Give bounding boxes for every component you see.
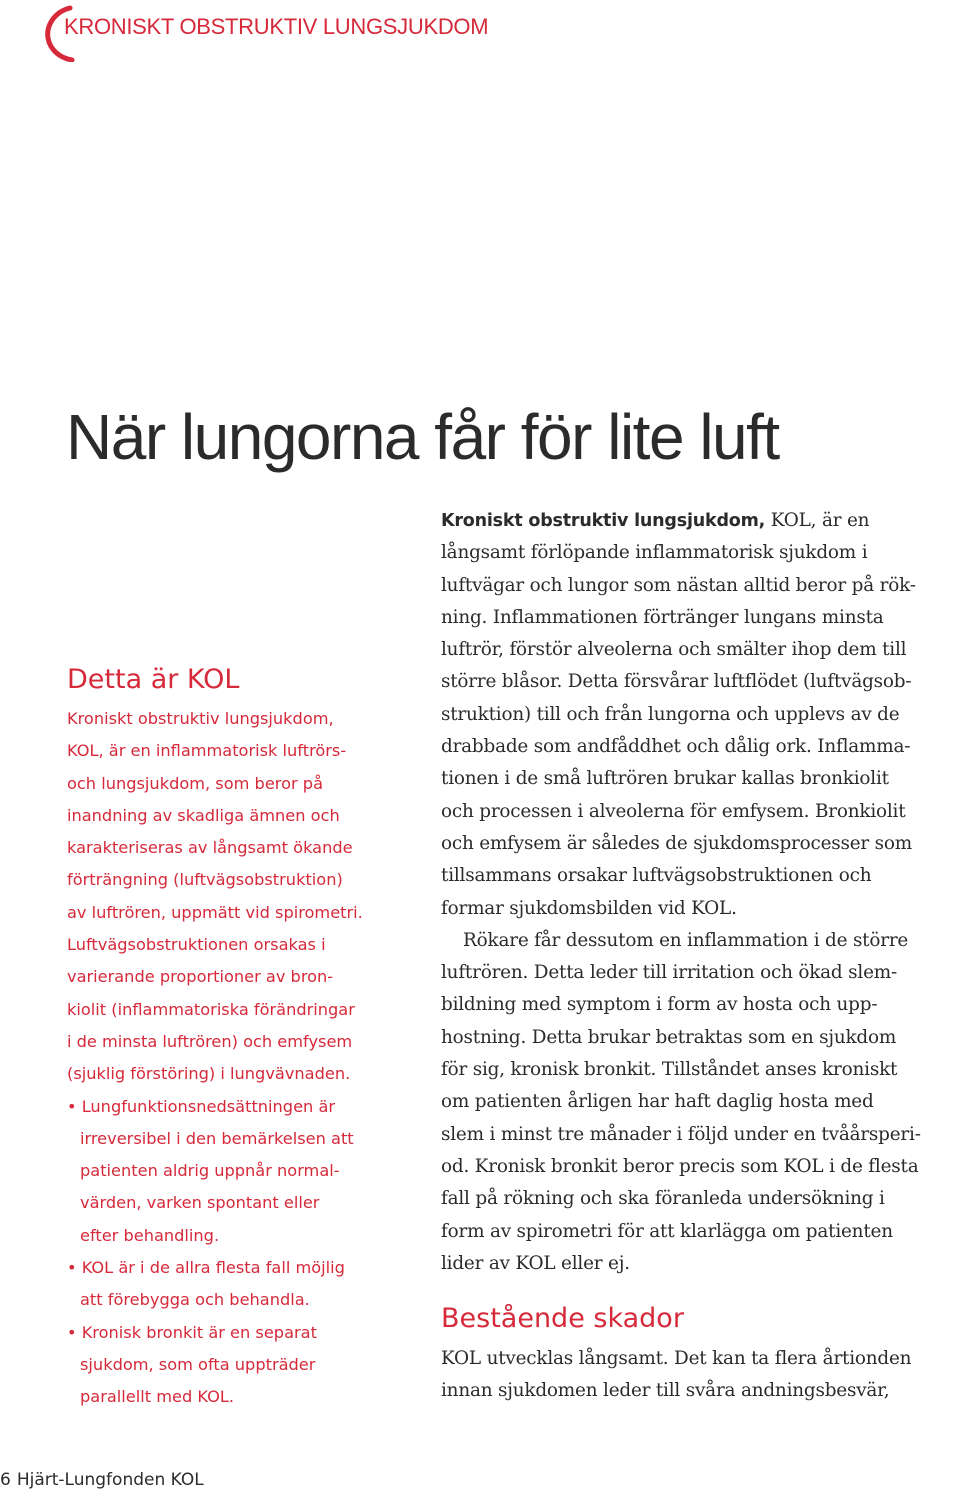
page-title: När lungorna får för lite luft bbox=[66, 401, 779, 473]
body-line: fall på rökning och ska föranleda undersökning i bbox=[441, 1188, 885, 1210]
sidebar-line: kiolit (inflammatoriska förändringar bbox=[67, 999, 355, 1019]
body-line: om patienten årligen har haft daglig hosta med bbox=[441, 1091, 874, 1113]
body-line: slem i minst tre månader i följd under en tvåårsperi- bbox=[441, 1123, 921, 1145]
sidebar-line: Kroniskt obstruktiv lungsjukdom, bbox=[67, 709, 334, 728]
sidebar-box bbox=[67, 664, 407, 1414]
sidebar-line: av luftrören, uppmätt vid spirometri. bbox=[67, 902, 363, 922]
body-line: struktion) till och från lungorna och upplevs av de bbox=[441, 703, 900, 725]
sidebar-line: förträngning (luftvägsobstruktion) bbox=[67, 870, 343, 890]
body-line: Rökare får dessutom en inflammation i de större bbox=[463, 929, 909, 951]
bullet-continuation: att förebygga och behandla. bbox=[80, 1290, 310, 1310]
body-line: för sig, kronisk bronkit. Tillståndet anses kroniskt bbox=[441, 1059, 898, 1081]
bullet-continuation: parallellt med KOL. bbox=[80, 1387, 234, 1407]
sidebar-line: i de minsta luftrören) och emfysem bbox=[67, 1031, 353, 1051]
page-footer bbox=[0, 1470, 210, 1490]
body-line: långsamt förlöpande inflammatorisk sjukdom i bbox=[441, 542, 868, 564]
body-line: od. Kronisk bronkit beror precis som KOL i de flesta bbox=[441, 1155, 919, 1177]
sidebar-heading: Detta är KOL bbox=[67, 664, 240, 695]
sidebar-line: och lungsjukdom, som beror på bbox=[67, 773, 323, 793]
lead-bold-text: Kroniskt obstruktiv lungsjukdom, bbox=[441, 511, 766, 531]
bullet-item: • KOL är i de allra flesta fall möjlig bbox=[67, 1258, 345, 1278]
sidebar-line: varierande proportioner av bron- bbox=[67, 967, 334, 987]
page-number: 6 bbox=[0, 1470, 11, 1490]
section-heading: Bestående skador bbox=[441, 1303, 684, 1335]
body-line: KOL utvecklas långsamt. Det kan ta flera årtionden bbox=[441, 1348, 912, 1370]
sidebar-line: Luftvägsobstruktionen orsakas i bbox=[67, 935, 326, 955]
paragraph-smokers bbox=[441, 925, 960, 1280]
body-line: innan sjukdomen leder till svåra andningsbesvär, bbox=[441, 1380, 890, 1402]
body-line: lider av KOL eller ej. bbox=[441, 1252, 630, 1274]
body-line: luftvägar och lungor som nästan alltid beror på rök- bbox=[441, 574, 916, 596]
body-line: tillsammans orsakar luftvägsobstruktionen och bbox=[441, 865, 872, 887]
bullet-continuation: värden, varken spontant eller bbox=[80, 1193, 320, 1213]
running-head: KRONISKT OBSTRUKTIV LUNGSJUKDOM bbox=[64, 14, 489, 39]
paragraph-damage bbox=[441, 1343, 960, 1408]
body-line: formar sjukdomsbilden vid KOL. bbox=[441, 897, 737, 919]
body-line: större blåsor. Detta försvårar luftflödet (luftvägsob- bbox=[441, 671, 912, 693]
sidebar-line: (sjuklig förstöring) i lungvävnaden. bbox=[67, 1064, 351, 1084]
body-line: hostning. Detta brukar betraktas som en sjukdom bbox=[441, 1026, 897, 1048]
body-line: och emfysem är således de sjukdomsprocesser som bbox=[441, 832, 913, 854]
body-line: luftrören. Detta leder till irritation och ökad slem- bbox=[441, 962, 898, 984]
sidebar-text bbox=[67, 703, 407, 1414]
body-line: tionen i de små luftrören brukar kallas bronkiolit bbox=[441, 768, 889, 790]
publication-name: Hjärt-Lungfonden KOL bbox=[16, 1470, 204, 1490]
body-line: form av spirometri för att klarlägga om patienten bbox=[441, 1220, 893, 1242]
body-line: luftrör, förstör alveolerna och smälter ihop dem till bbox=[441, 639, 907, 661]
bullet-continuation: irreversibel i den bemärkelsen att bbox=[80, 1128, 354, 1148]
bullet-item: • Kronisk bronkit är en separat bbox=[67, 1322, 317, 1342]
body-column bbox=[441, 505, 960, 1408]
lead-rest-text: KOL, är en bbox=[765, 510, 870, 531]
paragraph-intro bbox=[441, 505, 960, 925]
bullet-item: • Lungfunktionsnedsättningen är bbox=[67, 1096, 336, 1116]
bullet-continuation: efter behandling. bbox=[80, 1225, 220, 1245]
bullet-continuation: patienten aldrig uppnår normal- bbox=[80, 1161, 340, 1181]
sidebar-line: KOL, är en inflammatorisk luftrörs- bbox=[67, 741, 347, 761]
body-line: drabbade som andfåddhet och dålig ork. Inflamma- bbox=[441, 736, 911, 758]
body-line: bildning med symptom i form av hosta och upp- bbox=[441, 994, 878, 1016]
sidebar-line: karakteriseras av långsamt ökande bbox=[67, 838, 353, 858]
body-line: och processen i alveolerna för emfysem. Bronkiolit bbox=[441, 800, 906, 822]
bullet-continuation: sjukdom, som ofta uppträder bbox=[80, 1354, 316, 1374]
sidebar-line: inandning av skadliga ämnen och bbox=[67, 805, 340, 825]
body-line bbox=[441, 505, 960, 537]
body-line: ning. Inflammationen förtränger lungans minsta bbox=[441, 606, 884, 628]
